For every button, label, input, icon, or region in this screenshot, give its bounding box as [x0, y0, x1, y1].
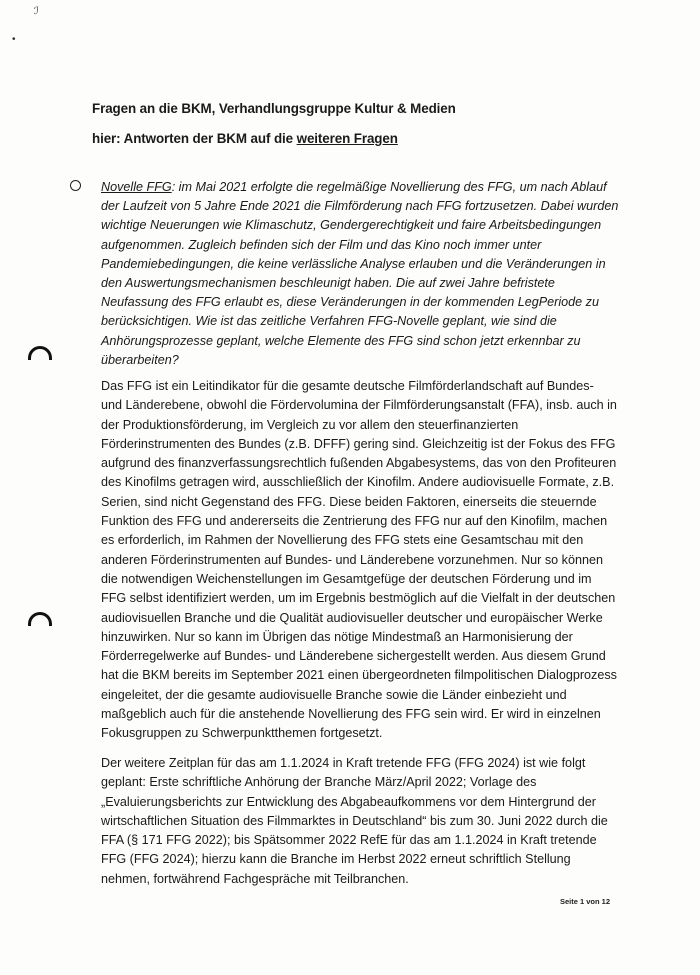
question-topic: Novelle FFG — [101, 180, 172, 194]
punch-hole-mark — [28, 346, 52, 360]
heading-line-2 — [92, 131, 398, 146]
heading-prefix: hier: Antworten der BKM auf die — [92, 131, 297, 146]
page-number: Seite 1 von 12 — [559, 897, 610, 906]
answer-paragraph-1: Das FFG ist ein Leitindikator für die gesamte deutsche Filmförderlandschaft auf Bundes- und Länderebene, obwohl die Fördervolumina der Filmförderungsanstalt (FFA), insb. auch in der Produktionsförderung, im Vergleich zu vor allem den steuerfinanzierten Förderinstrumenten des Bundes (z.B. DFFF) gering sind. Gleichzeitig ist der Fokus des FFG aufgrund des finanzverfassungsrechtlich fußenden Abgabesystems, das von den Profiteuren des Kinofilms getragen wird, ausschließlich der Kinofilm. Andere audiovisuelle Formate, z.B. Serien, sind nicht Gegenstand des FFG. Diese beiden Faktoren, einerseits die steuernde Funktion des FFG und andererseits die Zentrierung des FFG nur auf den Kinofilm, machen es erforderlich, im Rahmen der Novellierung des FFG stets eine Gesamtschau mit den anderen Förderinstrumenten auf Bundes- und Länderebene vorzunehmen. Nur so können die notwendigen Weichenstellungen im Gesamtgefüge der deutschen Förderung und im FFG selbst identifiziert werden, um im Ergebnis bestmöglich auf die Vielfalt in der deutschen audiovisuellen Branche und die Qualität audiovisueller deutscher und europäischer Werke hinzuwirken. Nur so kann im Übrigen das nötige Mindestmaß an Harmonisierung der Förderregelwerke auf Bundes- und Länderebene sichergestellt werden. Aus diesem Grund hat die BKM bereits im September 2021 einen übergeordneten filmpolitischen Dialogprozess eingeleitet, der die gesamte audiovisuelle Branche sowie die Länder einbezieht und maßgeblich auch für die anstehende Novellierung des FFG sein wird. Er wird in einzelnen Fokusgruppen zu Schwerpunktthemen fortgesetzt. — [101, 379, 617, 741]
question-body: : im Mai 2021 erfolgte die regelmäßige Novellierung des FFG, um nach Ablauf der Laufzeit von 5 Jahre Ende 2021 die Filmförderung nach FFG fortzusetzen. Dabei wurden wichtige Neuerungen wie Klimaschutz, Gendergerechtigkeit und faire Arbeitsbedingungen aufgenommen. Zugleich befinden sich der Film und das Kino noch immer unter Pandemiebedingungen, die keine verlässliche Analyse erlauben und die Veränderungen in den Auswertungsmechanismen beschleunigt haben. Die auf zwei Jahre befristete Neufassung des FFG erlaubt es, diese Veränderungen in der kommenden LegPeriode zu berücksichtigen. Wie ist das zeitliche Verfahren FFG-Novelle geplant, wie sind die Anhörungsprozesse geplant, welche Elemente des FFG sind schon jetzt erkennbar zu überarbeiten? — [101, 180, 619, 367]
scan-speck: ℐ — [34, 6, 39, 17]
list-bullet — [70, 180, 81, 191]
answer-paragraph-2: Der weitere Zeitplan für das am 1.1.2024 in Kraft tretende FFG (FFG 2024) ist wie folgt geplant: Erste schriftliche Anhörung der Branche März/April 2022; Vorlage des „Evaluierungsberichts zur Entwicklung des Abgabeaufkommens vor dem Hintergrund der wirtschaftlichen Situation des Filmmarktes in Deutschland“ bis zum 30. Juni 2022 durch die FFA (§ 171 FFG 2022); bis Spätsommer 2022 RefE für das am 1.1.2024 in Kraft tretende FFG (FFG 2024); hierzu kann die Branche im Herbst 2022 erneut schriftlich Stellung nehmen, fortwährend Fachgespräche mit Teilbranchen. — [101, 756, 608, 886]
heading-line-1: Fragen an die BKM, Verhandlungsgruppe Kultur & Medien — [92, 101, 456, 116]
punch-hole-mark — [28, 612, 52, 626]
heading-underlined: weiteren Fragen — [296, 131, 398, 146]
question-text — [101, 178, 621, 370]
scan-speck: • — [12, 34, 16, 45]
